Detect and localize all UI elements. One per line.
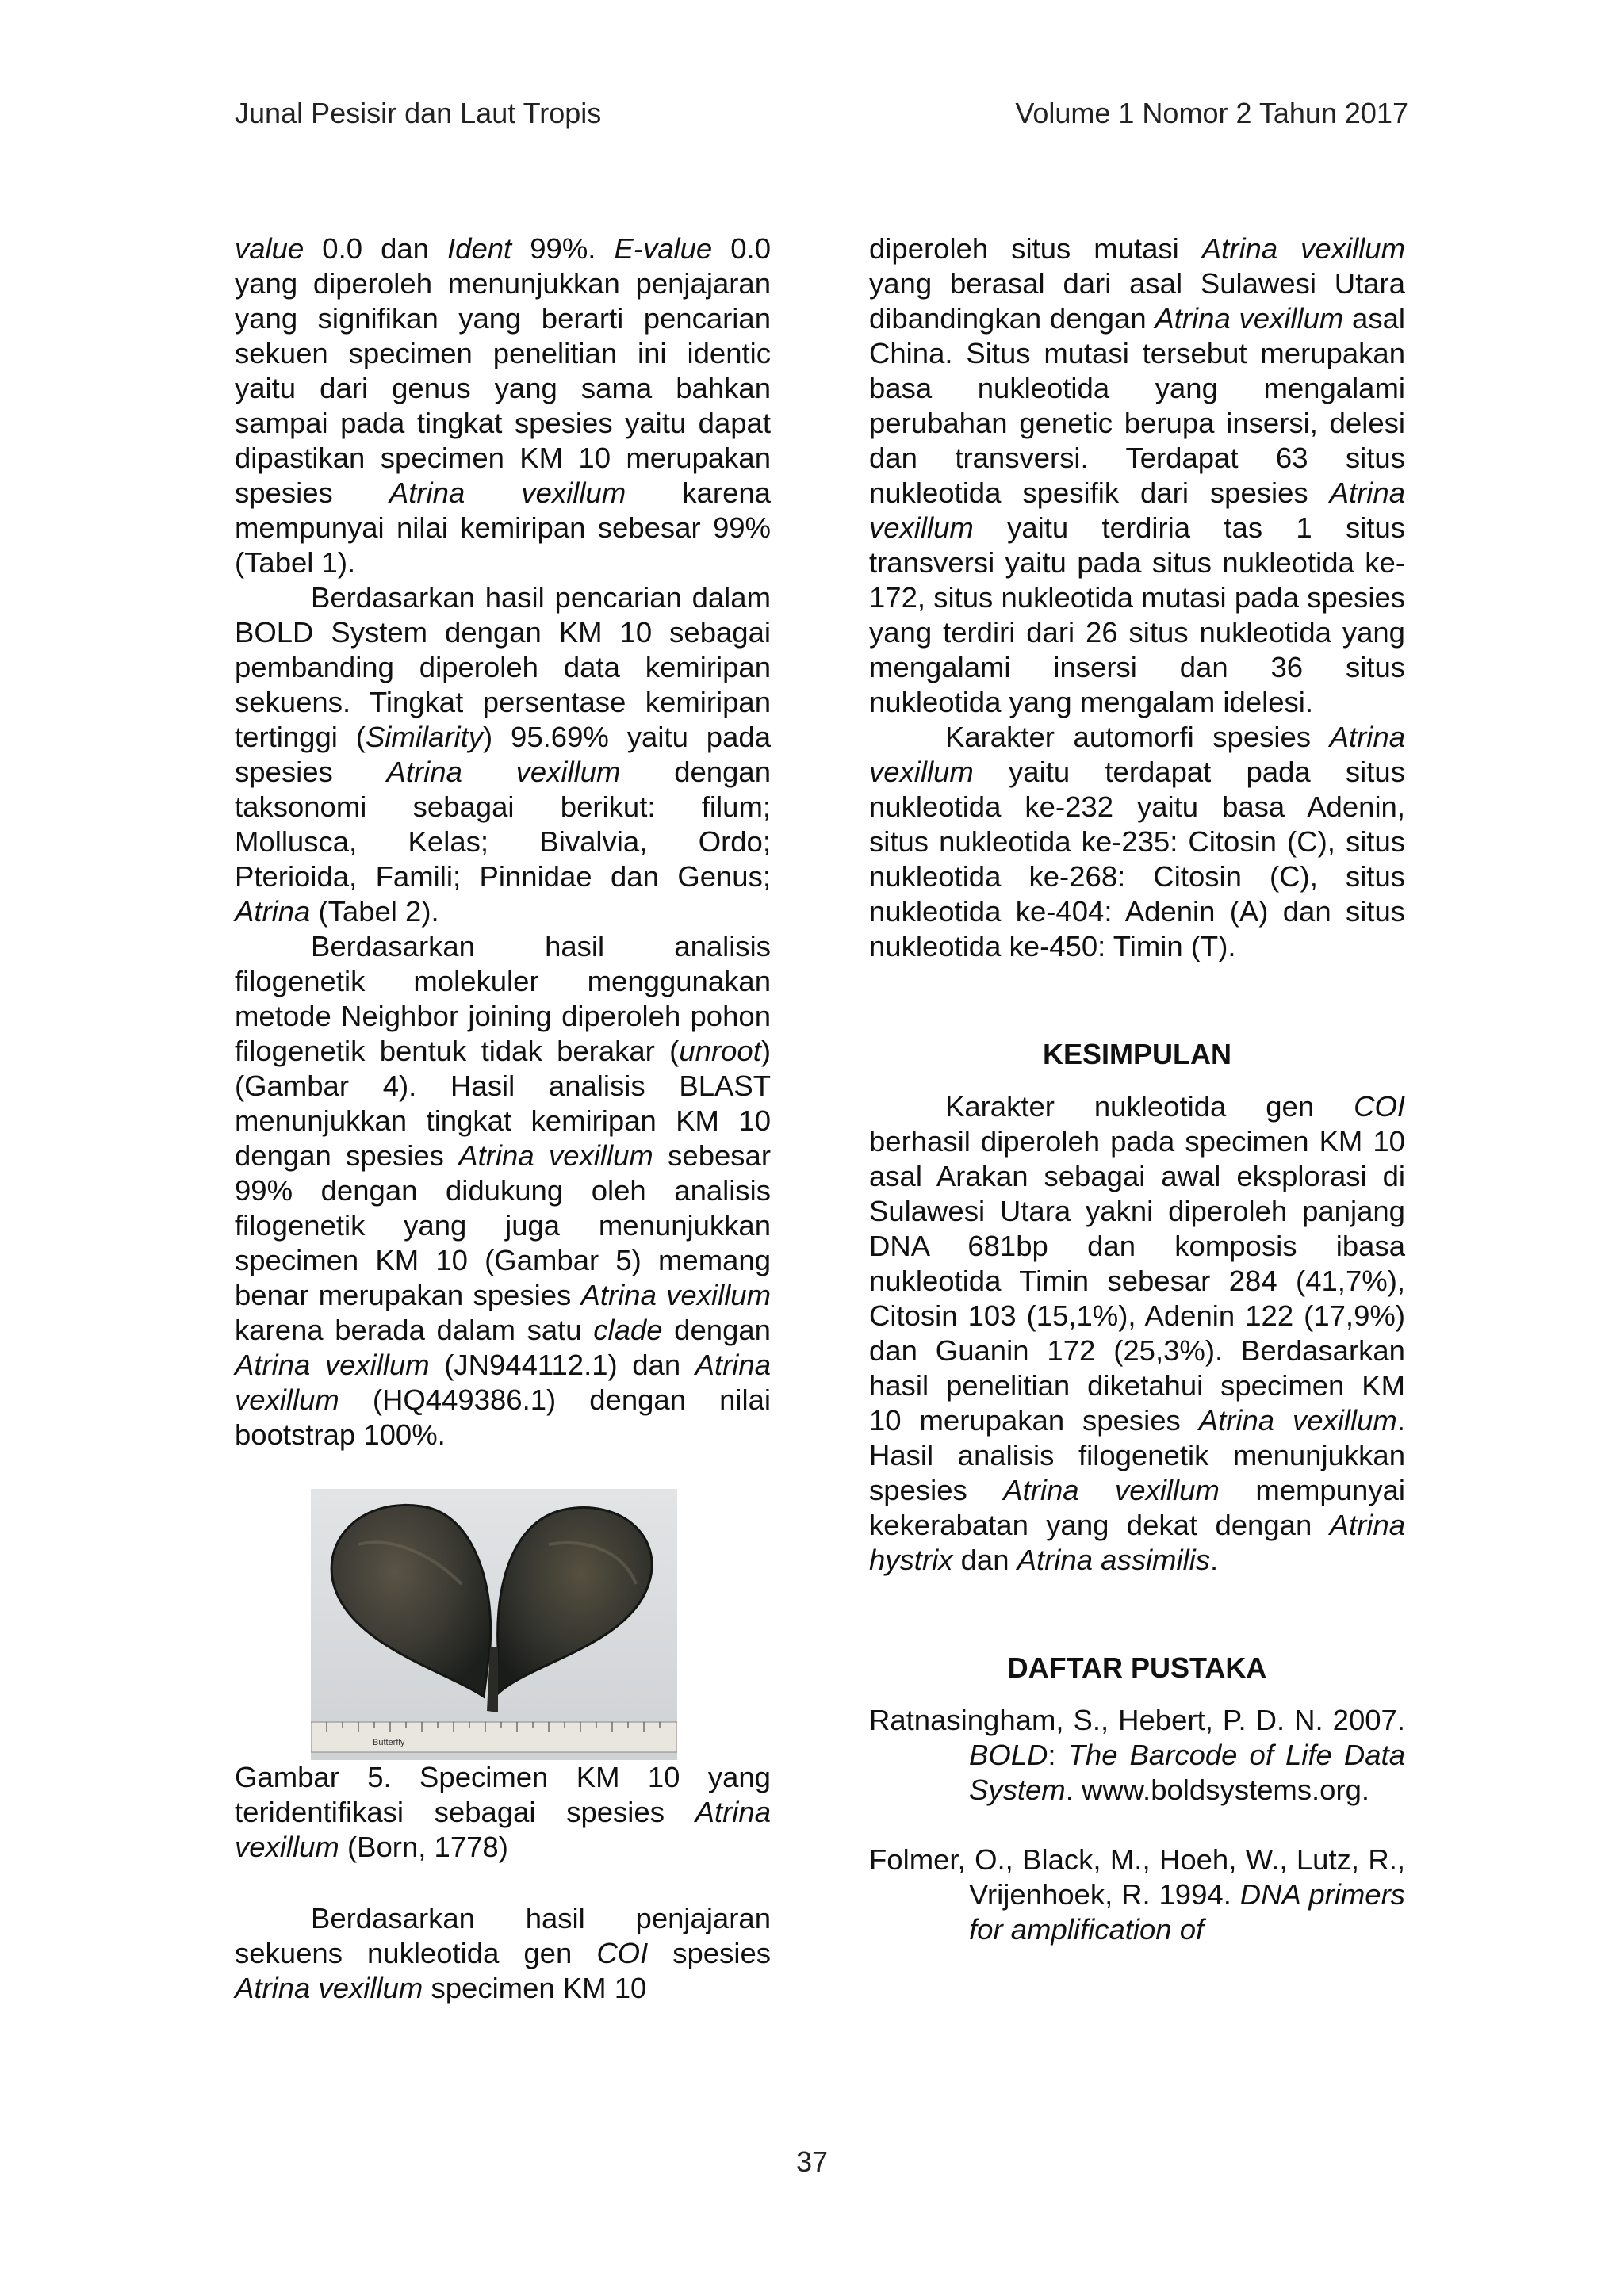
italic-text-run: Similarity <box>365 721 483 753</box>
italic-text-run: Atrina vexillum <box>386 756 621 788</box>
text-run: Karakter nukleotida gen <box>945 1090 1354 1123</box>
italic-text-run: Atrina assimilis <box>1017 1544 1211 1576</box>
italic-text-run: Atrina vexillum <box>1201 232 1405 265</box>
text-run: yaitu terdapat pada situs nukleotida ke-232 yaitu basa Adenin, situs nukleotida ke-235: Citosin (C), situs nukleotida ke-268: Citosin (C), situs nukleotida ke-404: Adenin (A) dan situs nukleotida ke-450: Timin (T). <box>869 756 1405 962</box>
italic-text-run: Atrina vexillum <box>235 1349 771 1416</box>
text-run: Karakter automorfi spesies <box>945 721 1330 753</box>
italic-text-run: Atrina <box>235 895 311 928</box>
italic-text-run: value <box>235 232 304 265</box>
specimen-shells-image <box>311 1489 677 1760</box>
italic-text-run: Ident <box>447 232 512 265</box>
text-run: karena berada dalam satu <box>235 1314 594 1346</box>
italic-text-run: Atrina vexillum <box>869 721 1405 788</box>
text-run: . <box>1210 1544 1219 1576</box>
text-run: 0.0 yang diperoleh menunjukkan penjajaran yang signifikan yang berarti pencarian sekuen specimen penelitian ini identic yaitu dari genus yang sama bahkan sampai pada tingkat spesies yaitu dapat dipastikan specimen KM 10 merupakan spesies <box>235 232 771 509</box>
ruler-brand: Butterfly <box>373 1738 405 1747</box>
text-run: mempunyai kekerabatan yang dekat dengan <box>869 1474 1405 1541</box>
italic-text-run: Atrina vexillum <box>1003 1474 1220 1506</box>
text-run: specimen KM 10 <box>423 1972 647 2004</box>
text-run: Gambar 5. Specimen KM 10 yang teridentifikasi sebagai spesies <box>235 1761 771 1828</box>
figure-caption <box>235 1760 771 1865</box>
text-run: (Tabel 2). <box>310 895 439 928</box>
italic-text-run: COI <box>596 1937 649 1969</box>
text-run: Ratnasingham, S., Hebert, P. D. N. 2007. <box>869 1704 1405 1736</box>
text-run: ) 95.69% yaitu pada spesies <box>235 721 771 788</box>
text-run: yaitu terdiria tas 1 situs transversi yaitu pada situs nukleotida ke-172, situs nukleotida mutasi pada spesies yang terdiri dari 26 situs nukleotida yang mengalami insersi dan 36 situs nukleotida yang mengalam idelesi. <box>869 511 1405 718</box>
text-run: (Born, 1778) <box>339 1831 508 1863</box>
section-heading-kesimpulan: KESIMPULAN <box>1042 1038 1231 1070</box>
paragraph <box>869 232 1405 720</box>
italic-text-run: Atrina vexillum <box>235 1349 430 1381</box>
italic-text-run: E-value <box>614 232 713 265</box>
italic-text-run: Atrina vexillum <box>458 1139 653 1172</box>
page-number: 37 <box>795 2145 829 2178</box>
italic-text-run: Atrina vexillum <box>869 476 1405 544</box>
text-run: dengan <box>662 1314 771 1346</box>
text-run: . www.boldsystems.org. <box>1065 1774 1370 1806</box>
italic-text-run: DNA primers for amplification of <box>969 1878 1405 1946</box>
italic-text-run: Atrina vexillum <box>1198 1404 1397 1437</box>
text-run: sebesar 99% dengan didukung oleh analisis filogenetik yang juga menunjukkan specimen KM 10 (Gambar 5) memang benar merupakan spesies <box>235 1139 771 1311</box>
italic-text-run: clade <box>593 1314 663 1346</box>
italic-text-run: unroot <box>679 1035 761 1067</box>
paragraph <box>235 1901 771 2006</box>
italic-text-run: Atrina vexillum <box>1155 302 1344 335</box>
text-run: yang berasal dari asal Sulawesi Utara dibandingkan dengan <box>869 267 1405 335</box>
text-run: Folmer, O., Black, M., Hoeh, W., Lutz, R., Vrijenhoek, R. 1994. <box>869 1843 1405 1911</box>
reference-entry <box>869 1703 1405 1808</box>
italic-text-run: The Barcode of Life Data System <box>969 1739 1405 1806</box>
reference-entry <box>869 1843 1405 1947</box>
volume-info: Volume 1 Nomor 2 Tahun 2017 <box>1015 97 1408 129</box>
text-run: (HQ449386.1) dengan nilai bootstrap 100%. <box>235 1383 771 1451</box>
left-column <box>235 232 771 2006</box>
text-run: Berdasarkan hasil analisis filogenetik molekuler menggunakan metode Neighbor joining diperoleh pohon filogenetik bentuk tidak berakar ( <box>235 930 771 1067</box>
italic-text-run: BOLD <box>969 1739 1048 1771</box>
text-run: berhasil diperoleh pada specimen KM 10 asal Arakan sebagai awal eksplorasi di Sulawesi Utara yakni diperoleh panjang DNA 681bp dan komposis ibasa nukleotida Timin sebesar 284 (41,7%), Citosin 103 (15,1%), Adenin 122 (17,9%) dan Guanin 172 (25,3%). Berdasarkan hasil penelitian diketahui specimen KM 10 merupakan spesies <box>869 1125 1405 1437</box>
text-run: . Hasil analisis filogenetik menunjukkan spesies <box>869 1404 1405 1506</box>
text-run: spesies <box>648 1937 771 1969</box>
journal-title: Junal Pesisir dan Laut Tropis <box>235 97 602 129</box>
text-run: : <box>1048 1739 1068 1771</box>
paragraph <box>235 232 771 580</box>
paragraph <box>235 580 771 929</box>
paragraph <box>869 720 1405 964</box>
running-head <box>235 97 1408 130</box>
italic-text-run: Atrina hystrix <box>869 1509 1405 1576</box>
italic-text-run: Atrina vexillum <box>235 1796 771 1863</box>
text-run: dan <box>952 1544 1017 1576</box>
text-run: (JN944112.1) dan <box>429 1349 695 1381</box>
text-run: 99%. <box>511 232 615 265</box>
text-run: asal China. Situs mutasi tersebut merupakan basa nukleotida yang mengalami perubahan genetic berupa insersi, delesi dan transversi. Terdapat 63 situs nukleotida spesifik dari spesies <box>869 302 1405 509</box>
text-run: 0.0 dan <box>304 232 447 265</box>
text-run: karena mempunyai nilai kemiripan sebesar 99% (Tabel 1). <box>235 476 771 579</box>
text-run: Berdasarkan hasil pencarian dalam BOLD System dengan KM 10 sebagai pembanding diperoleh data kemiripan sekuens. Tingkat persentase kemiripan tertinggi ( <box>235 581 771 753</box>
italic-text-run: Atrina vexillum <box>389 476 626 509</box>
text-run: dengan taksonomi sebagai berikut: filum; Mollusca, Kelas; Bivalvia, Ordo; Pterioida, Famili; Pinnidae dan Genus; <box>235 756 771 893</box>
text-run: diperoleh situs mutasi <box>869 232 1202 265</box>
text-run: ) (Gambar 4). Hasil analisis BLAST menunjukkan tingkat kemiripan KM 10 dengan spesies <box>235 1035 771 1172</box>
text-run: Berdasarkan hasil penjajaran sekuens nukleotida gen <box>235 1902 771 1969</box>
italic-text-run: Atrina vexillum <box>580 1279 772 1311</box>
italic-text-run: COI <box>1354 1090 1405 1123</box>
paragraph <box>869 1089 1405 1578</box>
section-heading-daftar-pustaka: DAFTAR PUSTAKA <box>1007 1651 1267 1684</box>
specimen-photo <box>311 1489 677 1760</box>
paragraph <box>235 929 771 1452</box>
right-column <box>869 232 1405 1947</box>
italic-text-run: Atrina vexillum <box>235 1972 423 2004</box>
